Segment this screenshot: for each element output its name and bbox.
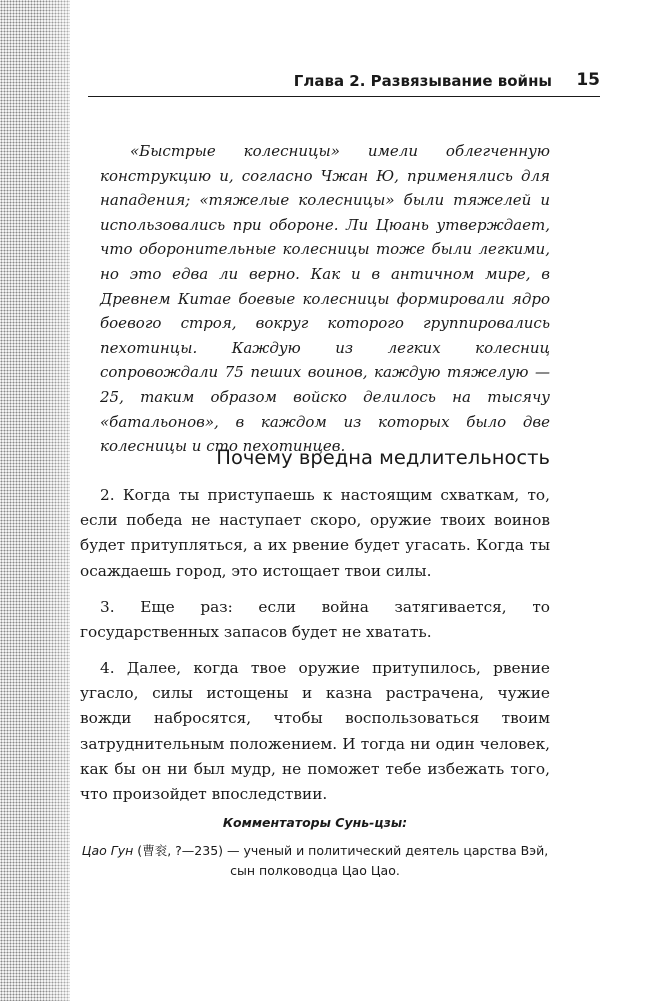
commentary-paragraph: «Быстрые колесницы» имели облегченную конструкцию и, согласно Чжан Ю, применялись для нападения; «тяжелые колесницы» были тяжелей и использовались при обороне. Ли Цюань утверждает, что оборонительные колесницы тоже были легкими, но это едва ли верно. Как и в античном мире, в Древнем Китае боевые колесницы формировали ядро боевого строя, вокруг которого группировались пехотинцы. Каждую из легких колесниц сопровождали 75 пеших воинов, каждую тяжелую — 25, таким образом войско делилось на тысячу «батальонов», в каждом из которых было две колесницы и сто пехотинцев. [100,142,550,456]
commentator-chinese-name: 曹衮 [142,843,168,858]
commentator-name: Цао Гун [81,843,134,858]
section-heading: Почему вредна медлительность [216,446,550,470]
paragraph-2: 2. Когда ты приступаешь к настоящим схваткам, то, если победа не наступает скоро, оружие твоих воинов будет притупляться, а их рвение будет угасать. Когда ты осаждаешь город, это истощает твои силы. [80,486,550,580]
paragraph-4: 4. Далее, когда твое оружие притупилось, рвение угасло, силы истощены и казна растрачена, чужие вожди набросятся, чтобы воспользоваться твоим затруднительным положением. И тогда ни один человек, как бы он ни был мудр, не поможет тебе избежать того, что произойдет впоследствии. [80,659,550,804]
paragraph-3: 3. Еще раз: если война затягивается, то государственных запасов будет не хватать. [80,598,550,642]
running-header [88,68,600,97]
commentator-note [80,841,550,881]
scan-halftone-fade [0,0,70,1001]
running-title: Глава 2. Развязывание войны [293,72,552,90]
open-paren: ( [133,843,143,858]
commentator-note-line-2: сын полководца Цао Цао. [230,863,400,878]
commentator-dates-description: , ?—235) — ученый и политический деятель царства Вэй, [167,843,549,858]
page-number: 15 [576,70,600,90]
commentators-heading: Комментаторы Сунь-цзы: [222,815,408,830]
commentator-note-line-1 [80,841,550,861]
